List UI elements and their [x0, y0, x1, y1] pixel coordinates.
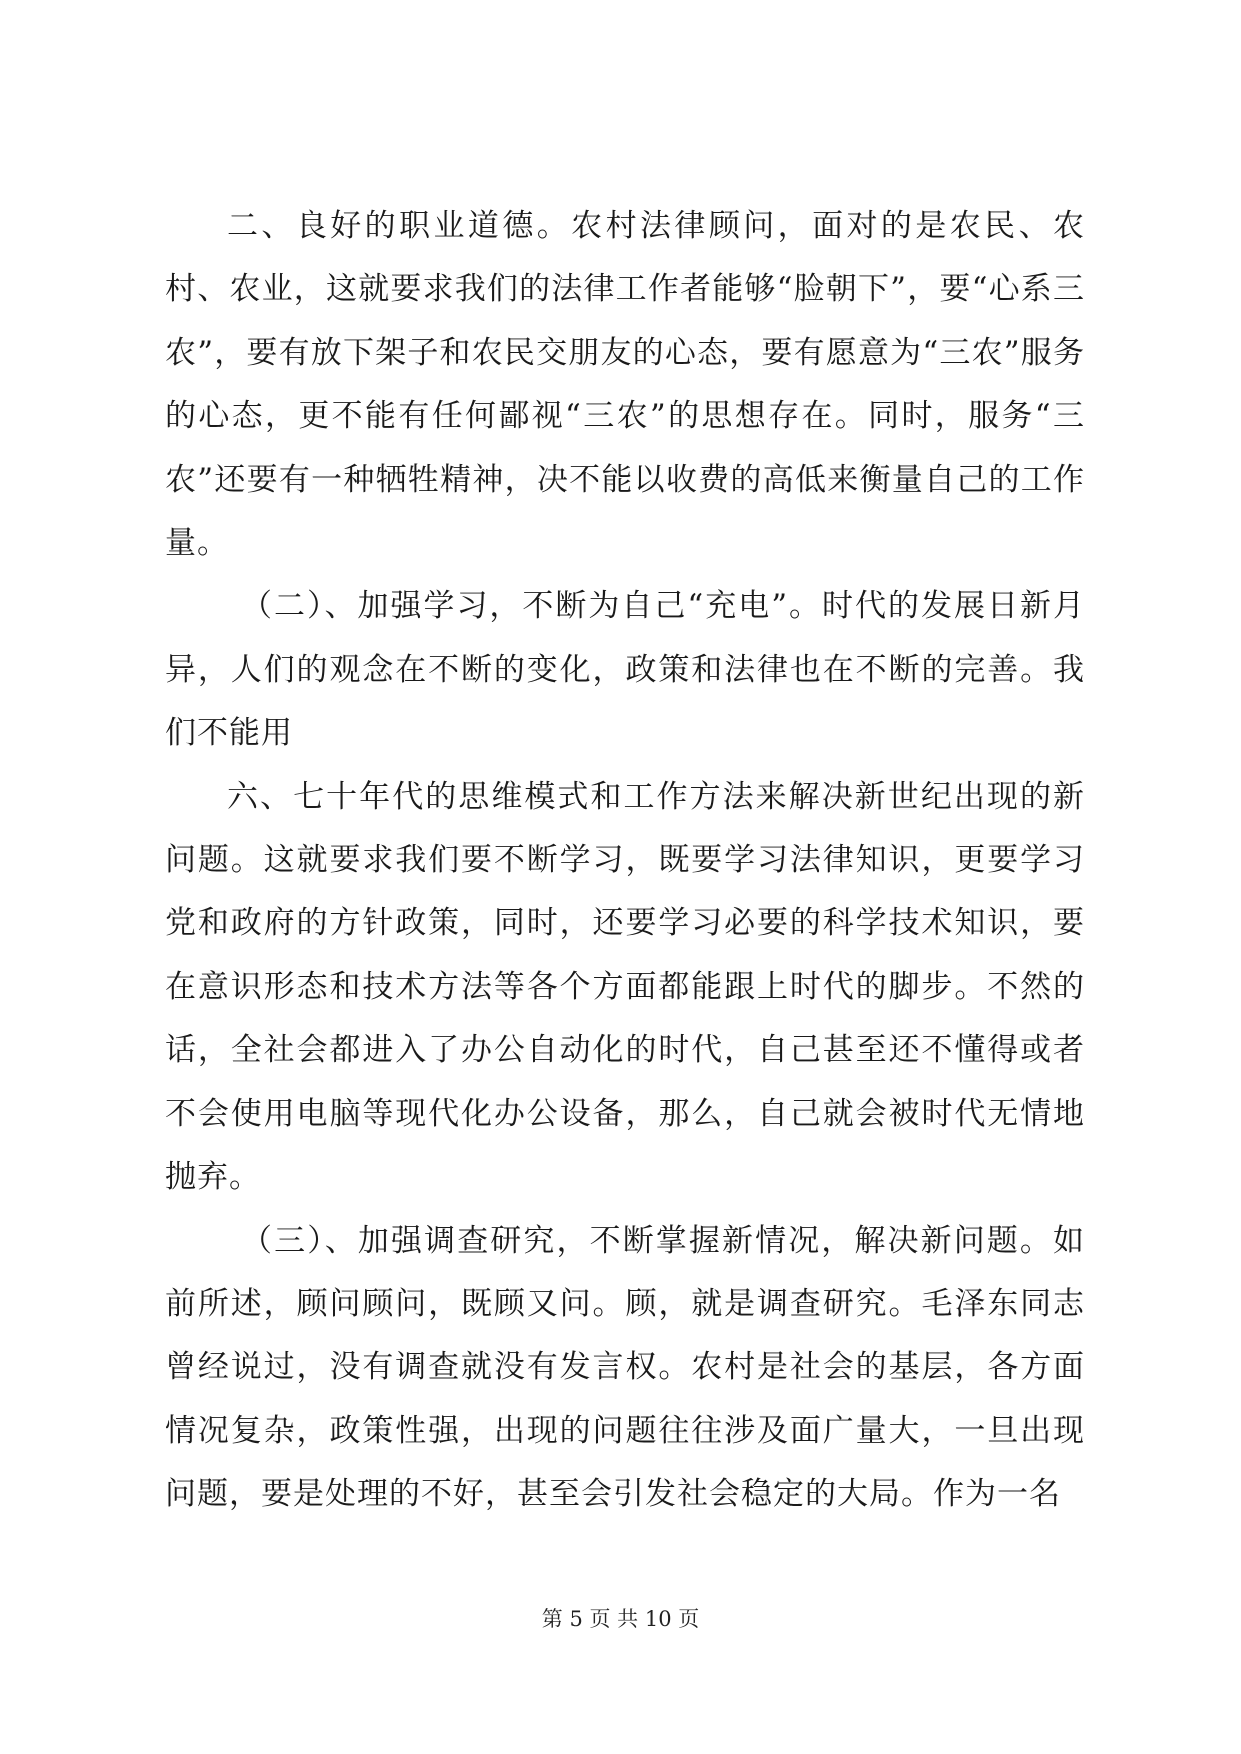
paragraph-investigation-research: （三）、加强调查研究，不断掌握新情况，解决新问题。如前所述，顾问顾问，既顾又问。顾，就是调查研究。毛泽东同志曾经说过，没有调查就没有发言权。农村是社会的基层，各方面情况复杂，政策性强，出现的问题往往涉及面广量大，一旦出现问题，要是处理的不好，甚至会引发社会稳定的大局。作为一名: [165, 1222, 1085, 1513]
paragraph-professional-ethics: 二、良好的职业道德。农村法律顾问，面对的是农民、农村、农业，这就要求我们的法律工作者能够“脸朝下”，要“心系三农”，要有放下架子和农民交朋友的心态，要有愿意为“三农”服务的心态，更不能有任何鄙视“三农”的思想存在。同时，服务“三农”还要有一种牺牲精神，决不能以收费的高低来衡量自己的工作量。: [165, 208, 1085, 562]
paragraph-strengthen-learning: （二）、加强学习，不断为自己“充电”。时代的发展日新月异，人们的观念在不断的变化，政策和法律也在不断的完善。我们不能用: [165, 588, 1085, 752]
page-footer: 第 5 页 共 10 页: [541, 1607, 700, 1631]
document-body: [165, 195, 1085, 1527]
paragraph-thinking-mode: 六、七十年代的思维模式和工作方法来解决新世纪出现的新问题。这就要求我们要不断学习，既要学习法律知识，更要学习党和政府的方针政策，同时，还要学习必要的科学技术知识，要在意识形态和技术方法等各个方面都能跟上时代的脚步。不然的话，全社会都进入了办公自动化的时代，自己甚至还不懂得或者不会使用电脑等现代化办公设备，那么，自己就会被时代无情地抛弃。: [165, 778, 1085, 1196]
